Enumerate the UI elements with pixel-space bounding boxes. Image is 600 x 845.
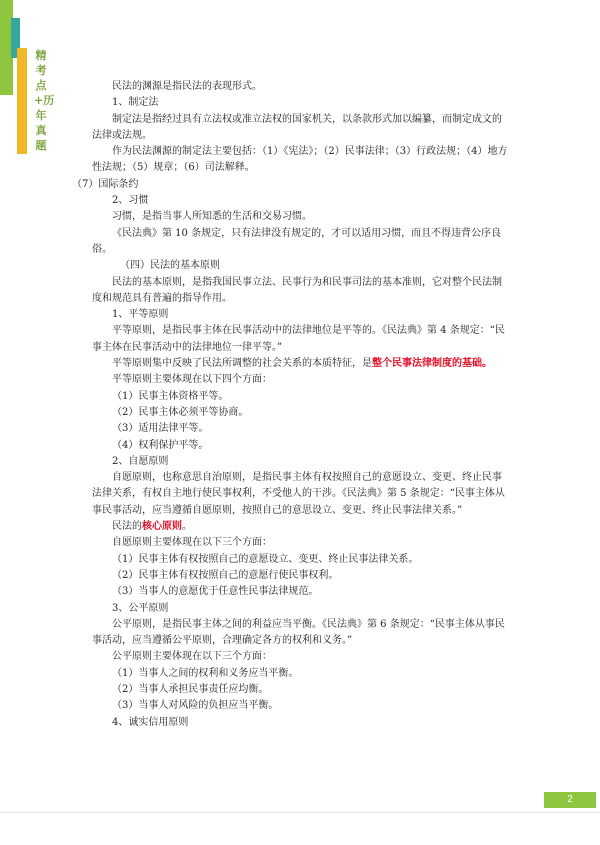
list-item: （2）民事主体必须平等协商。 bbox=[112, 406, 249, 418]
highlight-text: 整个民事法律制度的基础 bbox=[372, 358, 482, 370]
list-item: （3）当事人对风险的负担应当平衡。 bbox=[112, 700, 279, 712]
list-item: （2）当事人承担民事责任应均衡。 bbox=[112, 683, 269, 695]
list-item: （1）民事主体资格平等。 bbox=[112, 390, 229, 402]
text-run: 。 bbox=[182, 521, 192, 533]
heading: 1、平等原则 bbox=[112, 309, 169, 321]
paragraph: 公平原则，是指民事主体之间的利益应当平衡。《民法典》第 6 条规定：“民事主体从事民事活动，应当遵循公平原则，合理确定各方的权利和义务。” bbox=[92, 618, 505, 647]
list-item: （3）适用法律平等。 bbox=[112, 423, 209, 435]
list-item: （1）当事人之间的权利和义务应当平衡。 bbox=[112, 667, 299, 679]
heading: 3、公平原则 bbox=[112, 602, 169, 614]
text-run: 。 bbox=[482, 358, 492, 370]
section-heading: （四）民法的基本原则 bbox=[120, 260, 220, 272]
decor-yellow-bar bbox=[17, 48, 27, 154]
paragraph: 公平原则主要体现在以下三个方面： bbox=[112, 651, 272, 663]
paragraph: 平等原则主要体现在以下四个方面： bbox=[112, 374, 272, 386]
list-item: （1）民事主体有权按照自己的意愿设立、变更、终止民事法律关系。 bbox=[112, 553, 419, 565]
paragraph: 自愿原则，也称意思自治原则，是指民事主体有权按照自己的意愿设立、变更、终止民事法律关系，有权自主地行使民事权利，不受他人的干涉。《民法典》第 5 条规定：“民事主体从事民事活动，应当遵循自愿原则，按照自己的意思设立、变更、终止民事法律关系。” bbox=[92, 472, 505, 516]
heading: 1、制定法 bbox=[112, 97, 159, 109]
paragraph: 民法的基本原则，是指我国民事立法、民事行为和民事司法的基本准则，它对整个民法制度和规范具有普遍的指导作用。 bbox=[92, 276, 502, 304]
paragraph: 作为民法渊源的制定法主要包括：（1）《宪法》；（2）民事法律；（3）行政法规；（4）地方性法规；（5）规章；（6）司法解释。 bbox=[92, 146, 508, 174]
list-item: （2）民事主体有权按照自己的意愿行使民事权利。 bbox=[112, 569, 339, 581]
paragraph: 平等原则，是指民事主体在民事活动中的法律地位是平等的。《民法典》第 4 条规定：“民事主体在民事活动中的法律地位一律平等。” bbox=[92, 325, 505, 353]
paragraph: 《民法典》第 10 条规定，只有法律没有规定的，才可以适用习惯，而且不得违背公序良俗。 bbox=[92, 227, 502, 255]
highlight-text: 核心原则 bbox=[142, 521, 182, 533]
list-item: （4）权利保护平等。 bbox=[112, 439, 209, 451]
heading: 4、诚实信用原则 bbox=[112, 716, 189, 728]
heading: 2、自愿原则 bbox=[112, 455, 169, 467]
list-item: （7）国际条约 bbox=[72, 178, 139, 190]
side-title: 精考点+历年真题 bbox=[34, 49, 55, 152]
paragraph: 自愿原则主要体现在以下三个方面： bbox=[112, 537, 272, 549]
paragraph: 习惯，是指当事人所知悉的生活和交易习惯。 bbox=[112, 211, 312, 223]
paragraph: 民法的渊源是指民法的表现形式。 bbox=[112, 81, 262, 92]
document-body bbox=[72, 79, 510, 731]
paragraph bbox=[92, 519, 510, 535]
heading: 2、习惯 bbox=[112, 195, 149, 207]
paragraph bbox=[92, 356, 510, 372]
text-run: 民法的 bbox=[112, 521, 142, 533]
list-item: （3）当事人的意愿优于任意性民事法律规范。 bbox=[112, 586, 319, 598]
text-run: 平等原则集中反映了民法所调整的社会关系的本质特征，是 bbox=[112, 358, 372, 370]
paragraph: 制定法是指经过具有立法权或准立法权的国家机关，以条款形式加以编纂，而制定成文的法律或法规。 bbox=[92, 113, 502, 141]
page-number: 2 bbox=[544, 792, 596, 808]
bottom-divider bbox=[0, 812, 600, 813]
